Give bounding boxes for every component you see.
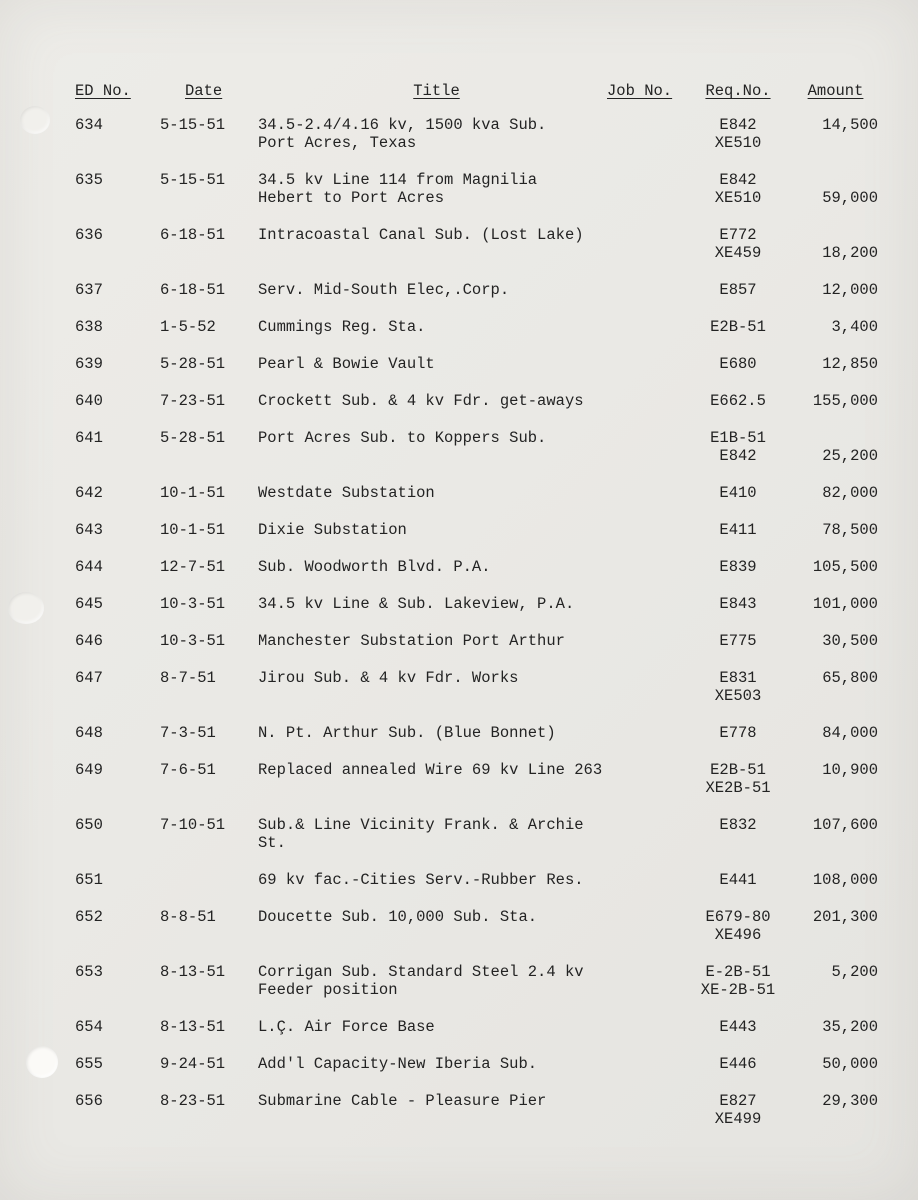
table-row: [0, 724, 918, 742]
cell-req-no: E441: [719, 871, 757, 889]
cell-amount: 107,600: [812, 816, 878, 834]
table-row: [0, 355, 918, 373]
cell-amount: 3,400: [831, 318, 878, 336]
cell-job-no: [615, 429, 683, 465]
cell-job-no: [615, 816, 683, 852]
cell-ed-no: 637: [75, 281, 103, 299]
cell-title: Doucette Sub. 10,000 Sub. Sta.: [258, 908, 538, 926]
column-header-ed-no: ED No.: [75, 82, 131, 100]
cell-date: 7-3-51: [160, 724, 216, 742]
cell-date: 5-15-51: [160, 116, 226, 134]
cell-amount: 201,300: [812, 908, 878, 926]
cell-req-no: E443: [719, 1018, 757, 1036]
cell-date: 5-15-51: [160, 171, 226, 189]
cell-date: 8-13-51: [160, 963, 226, 981]
cell-job-no: [615, 392, 683, 410]
cell-date: 6-18-51: [160, 226, 226, 244]
cell-job-no: [615, 871, 683, 889]
cell-title: Submarine Cable - Pleasure Pier: [258, 1092, 547, 1110]
cell-title: 34.5 kv Line & Sub. Lakeview, P.A.: [258, 595, 575, 613]
cell-job-no: [615, 318, 683, 336]
cell-title: Cummings Reg. Sta.: [258, 318, 426, 336]
cell-title: 34.5-2.4/4.16 kv, 1500 kva Sub. Port Acres, Texas: [258, 116, 547, 152]
cell-ed-no: 634: [75, 116, 103, 134]
cell-req-no: E842 XE510: [714, 171, 762, 207]
cell-date: 10-3-51: [160, 632, 226, 650]
cell-date: 5-28-51: [160, 355, 226, 373]
table-row: [0, 116, 918, 152]
cell-ed-no: 645: [75, 595, 103, 613]
cell-job-no: [615, 632, 683, 650]
cell-req-no: E1B-51 E842: [710, 429, 766, 465]
cell-date: 10-1-51: [160, 484, 226, 502]
cell-amount: 12,000: [822, 281, 878, 299]
column-header-title: Title: [413, 82, 460, 100]
cell-ed-no: 649: [75, 761, 103, 779]
cell-ed-no: 644: [75, 558, 103, 576]
table-row: [0, 871, 918, 889]
cell-ed-no: 643: [75, 521, 103, 539]
cell-req-no: E680: [719, 355, 757, 373]
cell-title: Add'l Capacity-New Iberia Sub.: [258, 1055, 538, 1073]
cell-title: Crockett Sub. & 4 kv Fdr. get-aways: [258, 392, 584, 410]
table-row: [0, 521, 918, 539]
cell-title: Jirou Sub. & 4 kv Fdr. Works: [258, 669, 519, 687]
cell-ed-no: 641: [75, 429, 103, 447]
cell-ed-no: 654: [75, 1018, 103, 1036]
cell-date: 5-28-51: [160, 429, 226, 447]
table-row: [0, 963, 918, 999]
cell-job-no: [615, 116, 683, 152]
cell-req-no: E775: [719, 632, 757, 650]
table-row: [0, 484, 918, 502]
table-row: [0, 632, 918, 650]
cell-amount: 12,850: [822, 355, 878, 373]
cell-amount: 65,800: [822, 669, 878, 687]
cell-req-no: E832: [719, 816, 757, 834]
cell-ed-no: 655: [75, 1055, 103, 1073]
cell-amount: 155,000: [812, 392, 878, 410]
cell-amount: 5,200: [831, 963, 878, 981]
cell-ed-no: 648: [75, 724, 103, 742]
cell-date: 8-23-51: [160, 1092, 226, 1110]
cell-req-no: E-2B-51 XE-2B-51: [700, 963, 776, 999]
cell-ed-no: 646: [75, 632, 103, 650]
cell-title: N. Pt. Arthur Sub. (Blue Bonnet): [258, 724, 556, 742]
cell-ed-no: 650: [75, 816, 103, 834]
cell-req-no: E446: [719, 1055, 757, 1073]
table-row: [0, 558, 918, 576]
cell-ed-no: 635: [75, 171, 103, 189]
cell-title: Pearl & Bowie Vault: [258, 355, 435, 373]
cell-date: 1-5-52: [160, 318, 216, 336]
cell-job-no: [615, 484, 683, 502]
table-row: [0, 318, 918, 336]
cell-amount: 35,200: [822, 1018, 878, 1036]
cell-req-no: E843: [719, 595, 757, 613]
table-row: [0, 1055, 918, 1073]
cell-job-no: [615, 171, 683, 207]
cell-job-no: [615, 521, 683, 539]
column-header-req-no: Req.No.: [705, 82, 771, 100]
cell-job-no: [615, 963, 683, 999]
cell-ed-no: 638: [75, 318, 103, 336]
cell-title: Sub.& Line Vicinity Frank. & Archie St.: [258, 816, 584, 852]
cell-amount: 105,500: [812, 558, 878, 576]
cell-req-no: E662.5: [710, 392, 766, 410]
cell-amount: 29,300: [822, 1092, 878, 1110]
cell-date: 7-6-51: [160, 761, 216, 779]
table-row: [0, 669, 918, 705]
cell-ed-no: 640: [75, 392, 103, 410]
cell-date: [160, 871, 258, 889]
cell-title: Manchester Substation Port Arthur: [258, 632, 565, 650]
table-body: [0, 116, 918, 1128]
cell-date: 8-13-51: [160, 1018, 226, 1036]
cell-title: L.Ç. Air Force Base: [258, 1018, 435, 1036]
cell-ed-no: 647: [75, 669, 103, 687]
cell-req-no: E778: [719, 724, 757, 742]
table-row: [0, 1018, 918, 1036]
cell-date: 6-18-51: [160, 281, 226, 299]
cell-ed-no: 652: [75, 908, 103, 926]
cell-title: Sub. Woodworth Blvd. P.A.: [258, 558, 491, 576]
cell-job-no: [615, 1018, 683, 1036]
cell-req-no: E842 XE510: [714, 116, 762, 152]
cell-req-no: E2B-51 XE2B-51: [705, 761, 771, 797]
cell-title: Serv. Mid-South Elec,.Corp.: [258, 281, 510, 299]
cell-amount: 82,000: [822, 484, 878, 502]
table-row: [0, 761, 918, 797]
cell-ed-no: 639: [75, 355, 103, 373]
cell-req-no: E772 XE459: [714, 226, 762, 262]
table-header-row: [0, 82, 918, 100]
cell-amount: 84,000: [822, 724, 878, 742]
table-row: [0, 908, 918, 944]
cell-date: 10-3-51: [160, 595, 226, 613]
cell-req-no: E410: [719, 484, 757, 502]
cell-title: Corrigan Sub. Standard Steel 2.4 kv Feeder position: [258, 963, 584, 999]
cell-job-no: [615, 281, 683, 299]
cell-job-no: [615, 558, 683, 576]
cell-req-no: E411: [719, 521, 757, 539]
cell-ed-no: 651: [75, 871, 103, 889]
cell-amount: 14,500: [822, 116, 878, 134]
table-row: [0, 392, 918, 410]
cell-date: 7-10-51: [160, 816, 226, 834]
column-header-amount: Amount: [807, 82, 864, 100]
cell-title: Westdate Substation: [258, 484, 435, 502]
column-header-date: Date: [185, 82, 223, 100]
cell-amount: 30,500: [822, 632, 878, 650]
cell-ed-no: 636: [75, 226, 103, 244]
cell-amount: 18,200: [822, 244, 878, 262]
cell-job-no: [615, 724, 683, 742]
cell-job-no: [615, 1055, 683, 1073]
cell-req-no: E2B-51: [710, 318, 766, 336]
cell-amount: 50,000: [822, 1055, 878, 1073]
cell-date: 9-24-51: [160, 1055, 226, 1073]
cell-title: 34.5 kv Line 114 from Magnilia Hebert to Port Acres: [258, 171, 538, 207]
cell-title: 69 kv fac.-Cities Serv.-Rubber Res.: [258, 871, 584, 889]
cell-req-no: E679-80 XE496: [705, 908, 771, 944]
cell-amount: 59,000: [822, 189, 878, 207]
table-row: [0, 281, 918, 299]
project-ledger-table: [0, 82, 918, 1147]
table-row: [0, 595, 918, 613]
table-row: [0, 226, 918, 262]
cell-amount: 78,500: [822, 521, 878, 539]
cell-date: 12-7-51: [160, 558, 226, 576]
cell-amount: 10,900: [822, 761, 878, 779]
cell-amount: 101,000: [812, 595, 878, 613]
cell-amount: 108,000: [812, 871, 878, 889]
cell-title: Dixie Substation: [258, 521, 407, 539]
cell-req-no: E839: [719, 558, 757, 576]
cell-date: 10-1-51: [160, 521, 226, 539]
cell-job-no: [615, 1092, 683, 1128]
cell-job-no: [615, 355, 683, 373]
cell-req-no: E831 XE503: [714, 669, 762, 705]
cell-date: 8-7-51: [160, 669, 216, 687]
table-row: [0, 1092, 918, 1128]
cell-job-no: [615, 908, 683, 944]
cell-job-no: [615, 226, 683, 262]
cell-amount: 25,200: [822, 447, 878, 465]
cell-ed-no: 656: [75, 1092, 103, 1110]
cell-job-no: [615, 595, 683, 613]
table-row: [0, 171, 918, 207]
cell-ed-no: 653: [75, 963, 103, 981]
cell-title: Port Acres Sub. to Koppers Sub.: [258, 429, 547, 447]
cell-job-no: [615, 761, 683, 797]
cell-title: Intracoastal Canal Sub. (Lost Lake): [258, 226, 584, 244]
cell-ed-no: 642: [75, 484, 103, 502]
table-row: [0, 816, 918, 852]
table-row: [0, 429, 918, 465]
cell-job-no: [615, 669, 683, 705]
column-header-job-no: Job No.: [607, 82, 673, 100]
cell-req-no: E857: [719, 281, 757, 299]
cell-req-no: E827 XE499: [714, 1092, 762, 1128]
cell-date: 7-23-51: [160, 392, 226, 410]
cell-title: Replaced annealed Wire 69 kv Line 263: [258, 761, 603, 779]
cell-date: 8-8-51: [160, 908, 216, 926]
